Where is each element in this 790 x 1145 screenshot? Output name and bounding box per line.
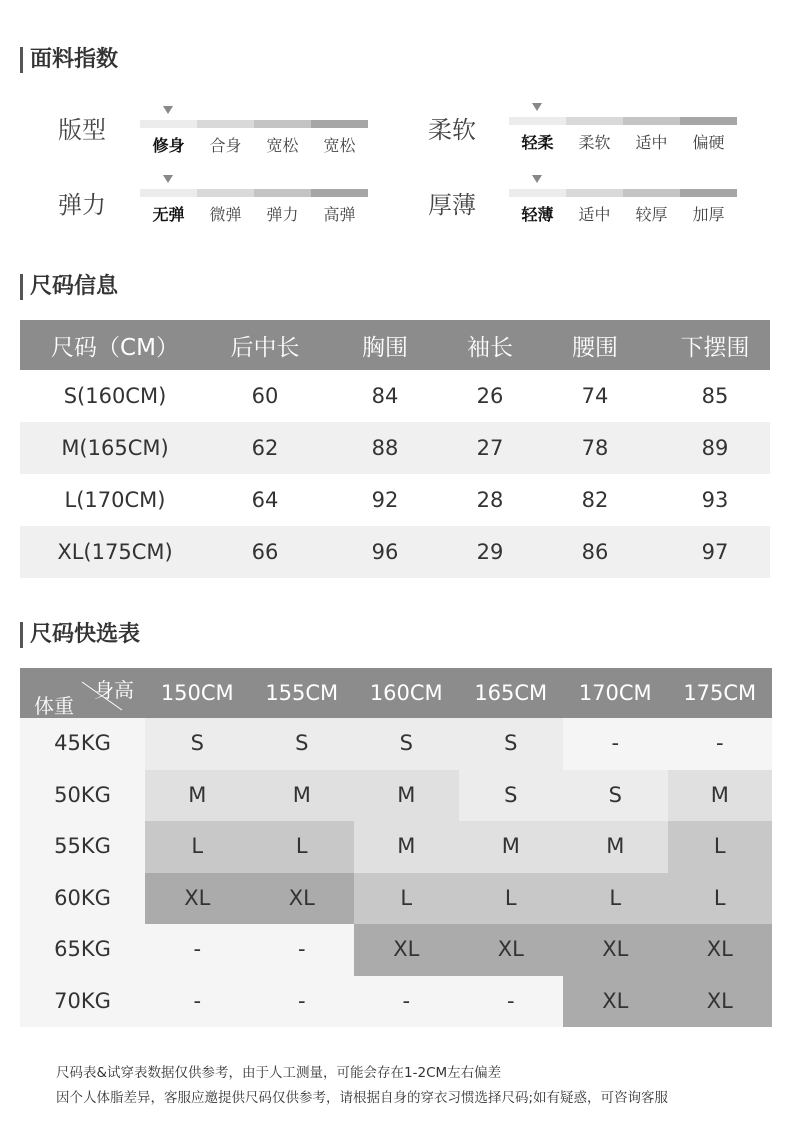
table-cell: XL(175CM): [57, 540, 173, 564]
fabric-index-bar-segment: [140, 189, 197, 197]
size-cell: S: [459, 770, 564, 822]
height-column-header: 160CM: [369, 681, 443, 705]
size-cell: M: [354, 770, 459, 822]
fabric-index-option: 无弹: [152, 205, 185, 224]
size-table-header-cell: 下摆围: [680, 334, 750, 361]
table-cell: 86: [581, 540, 609, 564]
size-cell: M: [145, 770, 250, 822]
table-cell: 96: [371, 540, 399, 564]
corner-weight-label: 体重: [34, 694, 74, 718]
size-cell: L: [668, 873, 773, 925]
size-table-header-cell: 胸围: [362, 334, 408, 361]
fabric-index-name: 柔软: [428, 116, 476, 144]
fabric-index-option: 合身: [209, 136, 242, 155]
fabric-index-bar: [140, 120, 368, 128]
fabric-index-option: 较厚: [635, 205, 668, 224]
size-cell: XL: [145, 873, 250, 925]
size-cell: M: [250, 770, 355, 822]
size-cell: -: [145, 924, 250, 976]
weight-row-label: 60KG: [20, 873, 145, 925]
table-cell: 92: [371, 488, 399, 512]
size-cell: L: [250, 821, 355, 873]
size-cell: XL: [668, 924, 773, 976]
size-table-header-cell: 后中长: [230, 334, 300, 361]
fabric-index-bar: [509, 189, 737, 197]
weight-row-label: 65KG: [20, 924, 145, 976]
fabric-index-bar-segment: [566, 117, 623, 125]
size-cell: XL: [563, 924, 668, 976]
height-column-header: 165CM: [474, 681, 548, 705]
quick-select-table: [20, 668, 772, 1027]
table-cell: 26: [476, 384, 504, 408]
table-row: [20, 770, 772, 822]
table-cell: 88: [371, 436, 399, 460]
table-cell: 84: [371, 384, 399, 408]
table-row: [20, 718, 772, 770]
table-cell: 93: [701, 488, 729, 512]
size-table-header-cell: 袖长: [467, 334, 513, 361]
weight-row-label: 50KG: [20, 770, 145, 822]
size-cell: S: [354, 718, 459, 770]
size-cell: -: [250, 976, 355, 1028]
quick-select-section-title: 尺码快选表: [20, 622, 140, 648]
fabric-index-name: 版型: [58, 116, 106, 144]
fabric-index-name: 弹力: [58, 191, 106, 219]
size-cell: L: [459, 873, 564, 925]
size-info-section-title: 尺码信息: [20, 274, 118, 300]
table-cell: 97: [701, 540, 729, 564]
fabric-index-option: 宽松: [266, 136, 299, 155]
size-cell: -: [354, 976, 459, 1028]
selected-marker-icon: [163, 175, 173, 183]
fabric-index-option: 宽松: [323, 136, 356, 155]
fabric-index-bar-segment: [509, 189, 566, 197]
height-column-header: 155CM: [265, 681, 339, 705]
table-cell: M(165CM): [61, 436, 169, 460]
selected-marker-icon: [532, 103, 542, 111]
weight-row-label: 70KG: [20, 976, 145, 1028]
size-cell: M: [563, 821, 668, 873]
height-column-header: 170CM: [578, 681, 652, 705]
fabric-index-bar-segment: [140, 120, 197, 128]
fabric-index-bar-segment: [311, 120, 368, 128]
table-row: [20, 976, 772, 1028]
table-cell: 64: [251, 488, 279, 512]
size-cell: S: [145, 718, 250, 770]
size-cell: -: [459, 976, 564, 1028]
table-cell: 29: [476, 540, 504, 564]
table-row: [20, 821, 772, 873]
table-row: [20, 873, 772, 925]
table-cell: L(170CM): [64, 488, 166, 512]
size-table-header-cell: 腰围: [572, 334, 618, 361]
corner-height-label: 身高: [94, 678, 134, 702]
fabric-index-bar-segment: [566, 189, 623, 197]
size-cell: XL: [668, 976, 773, 1028]
fabric-index-option: 加厚: [692, 205, 725, 224]
fabric-index-bar-segment: [509, 117, 566, 125]
fabric-index-bar-segment: [254, 120, 311, 128]
size-cell: -: [250, 924, 355, 976]
table-cell: 66: [251, 540, 279, 564]
table-cell: 82: [581, 488, 609, 512]
size-table-header: [20, 320, 770, 370]
fabric-index-bar: [509, 117, 737, 125]
table-cell: 74: [581, 384, 609, 408]
size-cell: S: [563, 770, 668, 822]
fabric-index-option: 轻柔: [521, 133, 554, 152]
quick-select-header: [20, 668, 772, 718]
size-cell: -: [563, 718, 668, 770]
fabric-index-bar-segment: [680, 189, 737, 197]
table-cell: S(160CM): [63, 384, 167, 408]
fabric-index-option: 适中: [578, 205, 611, 224]
table-row: [20, 422, 770, 474]
weight-row-label: 45KG: [20, 718, 145, 770]
size-cell: S: [459, 718, 564, 770]
table-cell: 85: [701, 384, 729, 408]
fabric-index-option: 偏硬: [692, 133, 725, 152]
fabric-index-bar-segment: [623, 189, 680, 197]
height-column-header: 150CM: [160, 681, 234, 705]
fabric-index-bar: [140, 189, 368, 197]
size-cell: XL: [459, 924, 564, 976]
fabric-index-option: 轻薄: [521, 205, 554, 224]
fabric-index-option: 高弹: [323, 205, 356, 224]
weight-height-corner: [20, 668, 145, 718]
size-cell: L: [563, 873, 668, 925]
table-cell: 62: [251, 436, 279, 460]
table-cell: 89: [701, 436, 729, 460]
note-line-2: 因个人体脂差异，客服应邀提供尺码仅供参考，请根据自身的穿衣习惯选择尺码;如有疑惑，可咨询客服: [56, 1090, 669, 1106]
size-cell: L: [354, 873, 459, 925]
size-table-header-cell: 尺码（CM）: [51, 334, 179, 361]
table-cell: 28: [476, 488, 504, 512]
fabric-index-option: 柔软: [578, 133, 611, 152]
weight-row-label: 55KG: [20, 821, 145, 873]
fabric-index-bar-segment: [197, 120, 254, 128]
fabric-section-title: 面料指数: [20, 47, 118, 73]
fabric-index-bar-segment: [623, 117, 680, 125]
size-cell: M: [354, 821, 459, 873]
table-cell: 27: [476, 436, 504, 460]
size-cell: S: [250, 718, 355, 770]
fabric-index-option: 适中: [635, 133, 668, 152]
table-cell: 78: [581, 436, 609, 460]
table-row: [20, 370, 770, 422]
size-cell: XL: [563, 976, 668, 1028]
size-cell: M: [668, 770, 773, 822]
table-row: [20, 474, 770, 526]
fabric-index-bar-segment: [311, 189, 368, 197]
size-cell: L: [145, 821, 250, 873]
fabric-index-name: 厚薄: [428, 191, 476, 219]
fabric-index-option: 弹力: [266, 205, 299, 224]
note-line-1: 尺码表&试穿表数据仅供参考，由于人工测量，可能会存在1-2CM左右偏差: [56, 1065, 502, 1081]
fabric-index-option: 微弹: [209, 205, 242, 224]
table-row: [20, 526, 770, 578]
fabric-index-bar-segment: [254, 189, 311, 197]
size-cell: -: [668, 718, 773, 770]
size-cell: -: [145, 976, 250, 1028]
size-cell: L: [668, 821, 773, 873]
fabric-index-bar-segment: [680, 117, 737, 125]
size-info-table: [20, 320, 770, 578]
fabric-index-bar-segment: [197, 189, 254, 197]
size-cell: XL: [250, 873, 355, 925]
size-cell: XL: [354, 924, 459, 976]
size-cell: M: [459, 821, 564, 873]
height-column-header: 175CM: [683, 681, 757, 705]
table-row: [20, 924, 772, 976]
fabric-index-option: 修身: [152, 136, 185, 155]
selected-marker-icon: [163, 106, 173, 114]
table-cell: 60: [251, 384, 279, 408]
selected-marker-icon: [532, 175, 542, 183]
